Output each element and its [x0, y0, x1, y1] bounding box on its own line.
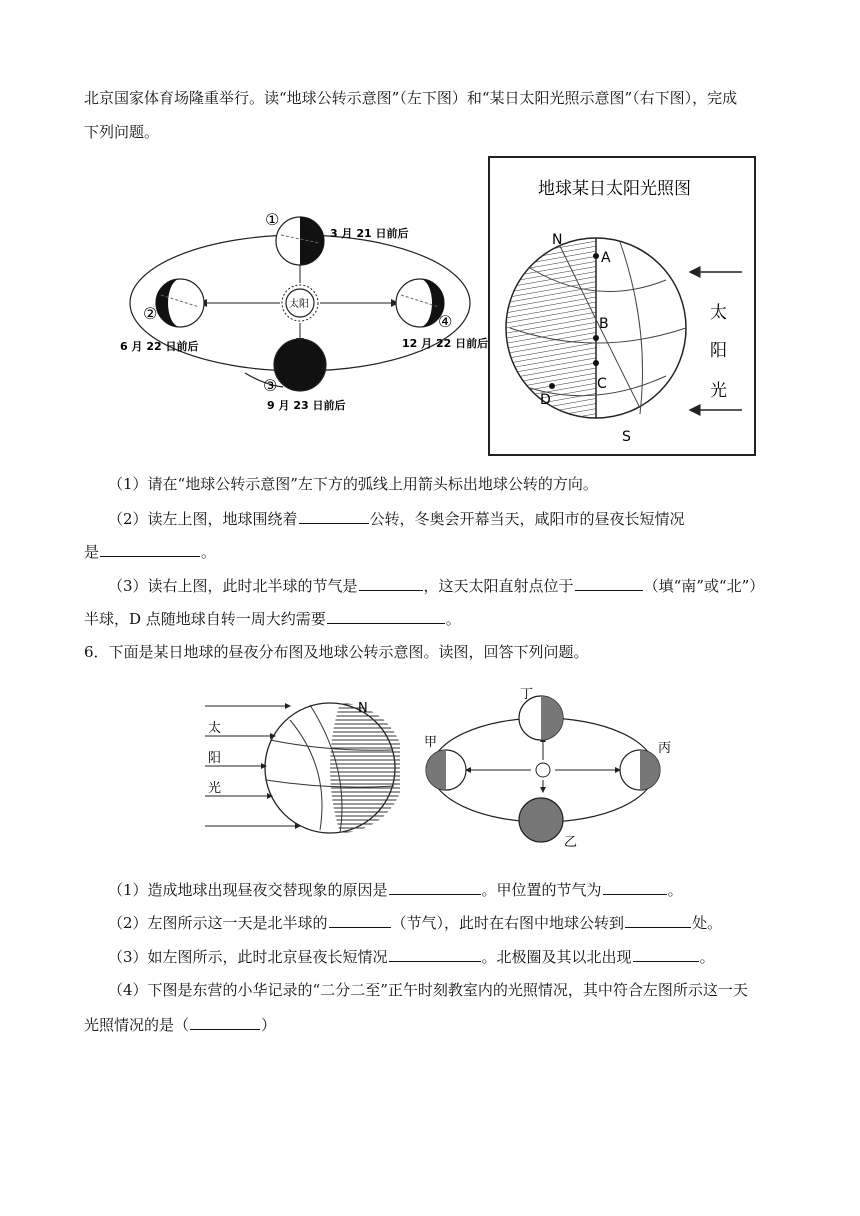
answer-blank[interactable] — [190, 1014, 260, 1030]
sun-char-1: 太 — [710, 303, 727, 323]
earth-revolution-diagram — [115, 195, 495, 415]
point-a: A — [601, 250, 611, 266]
answer-blank[interactable] — [329, 912, 391, 928]
right-ding: 丁 — [520, 687, 534, 702]
date-mar: 3 月 21 日前后 — [330, 227, 409, 240]
answer-blank[interactable] — [575, 575, 643, 591]
right-bing: 丙 — [658, 741, 672, 756]
answer-blank[interactable] — [359, 575, 423, 591]
point-s: S — [622, 429, 631, 445]
q6-part-4-cont: 光照情况的是（ ） — [84, 1016, 277, 1034]
intro-line-1: 北京国家体育场隆重举行。读“地球公转示意图”（左下图）和“某日太阳光照示意图”（右下图），完成 — [84, 89, 738, 107]
q5-part-3-cont: 半球，D 点随地球自转一周大约需要 。 — [84, 610, 461, 628]
q5-part-2: （2）读左上图，地球围绕着 公转，冬奥会开幕当天，咸阳市的昼夜长短情况 — [108, 510, 685, 528]
q5-part-3: （3）读右上图，此时北半球的节气是 ，这天太阳直射点位于 （填“南”或“北”） — [108, 577, 765, 595]
label-4: ④ — [438, 312, 453, 331]
intro-line-2: 下列问题。 — [84, 123, 160, 141]
date-jun: 6 月 22 日前后 — [120, 340, 199, 353]
answer-blank[interactable] — [327, 608, 445, 624]
revolution-diagram — [418, 680, 688, 850]
sun-char-2: 阳 — [710, 341, 727, 361]
q6-part-2: （2）左图所示这一天是北半球的 （节气），此时在右图中地球公转到 处。 — [108, 914, 723, 932]
left-sun-3: 光 — [208, 781, 222, 796]
label-2: ② — [143, 304, 158, 323]
sun-char-3: 光 — [710, 381, 727, 401]
date-sep: 9 月 23 日前后 — [267, 399, 346, 412]
left-sun-1: 太 — [208, 721, 222, 736]
answer-blank[interactable] — [603, 879, 667, 895]
q6-part-1: （1）造成地球出现昼夜交替现象的原因是 。甲位置的节气为 。 — [108, 881, 683, 899]
label-3: ③ — [263, 376, 278, 395]
sun-illumination-diagram — [488, 156, 756, 456]
label-1: ① — [265, 210, 280, 229]
point-c: C — [597, 376, 607, 392]
answer-blank[interactable] — [389, 946, 481, 962]
q6-heading: 6．下面是某日地球的昼夜分布图及地球公转示意图。读图，回答下列问题。 — [84, 643, 589, 661]
sun-label: 太阳 — [289, 299, 309, 310]
q6-part-4: （4）下图是东营的小华记录的“二分二至”正午时刻教室内的光照情况，其中符合左图所示这一天 — [108, 981, 748, 999]
answer-blank[interactable] — [299, 508, 369, 524]
q5-part-1: （1）请在“地球公转示意图”左下方的弧线上用箭头标出地球公转的方向。 — [108, 475, 598, 493]
day-night-diagram — [200, 690, 400, 840]
answer-blank[interactable] — [633, 946, 699, 962]
right-jia: 甲 — [424, 735, 438, 750]
q5-part-2-cont: 是 。 — [84, 543, 217, 561]
left-sun-2: 阳 — [208, 751, 222, 766]
date-dec: 12 月 22 日前后 — [402, 337, 489, 350]
answer-blank[interactable] — [100, 541, 200, 557]
q6-part-3: （3）如左图所示，此时北京昼夜长短情况 。北极圈及其以北出现 。 — [108, 948, 715, 966]
point-n: N — [552, 232, 563, 248]
fig-right-title: 地球某日太阳光照图 — [538, 179, 691, 199]
right-yi: 乙 — [564, 835, 578, 850]
left-n: N — [358, 701, 368, 716]
answer-blank[interactable] — [625, 912, 691, 928]
answer-blank[interactable] — [389, 879, 481, 895]
point-b: B — [599, 316, 609, 332]
point-d: D — [540, 392, 551, 408]
